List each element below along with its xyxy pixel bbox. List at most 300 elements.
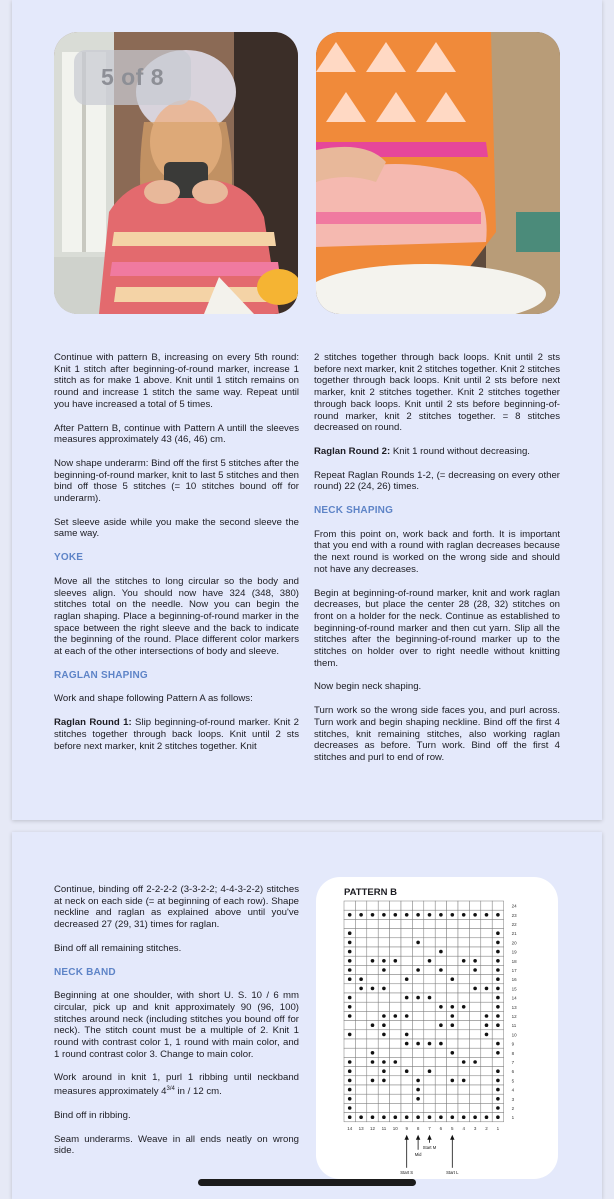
chart-stitch-dot [405, 1069, 409, 1073]
chart-cell [435, 919, 446, 928]
row-number-label: 4 [511, 1087, 515, 1093]
chart-stitch-dot [462, 1079, 466, 1083]
chart-stitch-dot [439, 913, 443, 917]
chart-cell [435, 1094, 446, 1103]
chart-cell [458, 947, 469, 956]
chart-stitch-dot [428, 1042, 432, 1046]
chart-cell [390, 1021, 401, 1030]
chart-cell [390, 993, 401, 1002]
chart-stitch-dot [473, 1115, 477, 1119]
photo-sweater-closeup [316, 32, 560, 314]
chart-cell [424, 1076, 435, 1085]
raglan-round-2-text: Knit 1 round without decreasing. [390, 445, 530, 457]
chart-cell [458, 1094, 469, 1103]
row-number-label: 19 [511, 949, 517, 955]
chart-cell [469, 1039, 480, 1048]
chart-cell [401, 919, 412, 928]
chart-cell [378, 901, 389, 910]
chart-stitch-dot [394, 913, 398, 917]
chart-stitch-dot [496, 1005, 500, 1009]
chart-stitch-dot [428, 959, 432, 963]
chart-stitch-dot [348, 959, 352, 963]
chart-stitch-dot [348, 941, 352, 945]
paragraph: After Pattern B, continue with Pattern A untill the sleeves measures approximately 43 (46, 46) cm. [54, 422, 299, 446]
chart-cell [481, 938, 492, 947]
start-l-marker-label: Start L [446, 1169, 459, 1175]
chart-cell [412, 1021, 423, 1030]
chart-stitch-dot [451, 977, 455, 981]
chart-cell [435, 938, 446, 947]
text-column-left [54, 352, 299, 764]
chart-cell [355, 938, 366, 947]
paragraph: Begin at beginning-of-round marker, knit and work raglan decreases, but place the center 28 (28, 32) stitches on front on a holder for the neck. Continue as established to beginning-of-round marker and then cut yarn. Slip all the stitches after the beginning-of-round marker up to the stitches on holder over to right needle without knitting them. [314, 587, 560, 669]
chart-cell [447, 956, 458, 965]
chart-stitch-dot [348, 1106, 352, 1110]
chart-cell [458, 1011, 469, 1020]
start-s-marker-label: Start S [400, 1169, 414, 1175]
column-number-label: 8 [416, 1125, 420, 1131]
chart-cell [458, 984, 469, 993]
chart-cell [355, 1048, 366, 1057]
chart-stitch-dot [405, 1033, 409, 1037]
chart-cell [481, 975, 492, 984]
chart-cell [378, 929, 389, 938]
chart-stitch-dot [382, 1060, 386, 1064]
chart-stitch-dot [496, 913, 500, 917]
chart-stitch-dot [439, 1115, 443, 1119]
chart-cell [412, 1067, 423, 1076]
chart-cell [378, 1048, 389, 1057]
chart-cell [344, 901, 355, 910]
chart-stitch-dot [348, 1014, 352, 1018]
chart-stitch-dot [371, 1023, 375, 1027]
chart-cell [355, 956, 366, 965]
chart-cell [458, 1021, 469, 1030]
text-column-right [314, 352, 560, 776]
chart-stitch-dot [428, 1115, 432, 1119]
chart-cell [458, 1039, 469, 1048]
column-number-label: 7 [428, 1125, 431, 1131]
chart-stitch-dot [496, 968, 500, 972]
chart-cell [378, 947, 389, 956]
chart-cell [367, 901, 378, 910]
chart-cell [424, 1094, 435, 1103]
chart-cell [390, 919, 401, 928]
chart-cell [355, 1021, 366, 1030]
chart-cell [367, 947, 378, 956]
row-number-label: 13 [511, 1004, 517, 1010]
chart-cell [367, 938, 378, 947]
chart-stitch-dot [416, 913, 420, 917]
chart-stitch-dot [416, 1079, 420, 1083]
chart-cell [424, 901, 435, 910]
paragraph: Turn work so the wrong side faces you, and purl across. Turn work and begin shaping neckline. Bind off the first 4 stitches, knit remaining stitches, also working raglan decreases as before. Turn work. Bind off the first 4 stitches and purl to end of row. [314, 705, 560, 763]
paragraph: Set sleeve aside while you make the second sleeve the same way. [54, 516, 299, 540]
paragraph: 2 stitches together through back loops. Knit until 2 sts before next marker, knit 2 stitches together. Knit 2 stitches together through back loops. Knit until 2 sts before next marker, knit 2 stitches together. Knit 2 stitches together through back loops. Knit until 2 sts before beginning-of-round marker, knit 2 stitches together. = 8 stitches decreased on round. [314, 352, 560, 434]
start-s-marker-arrowhead [405, 1135, 409, 1140]
chart-cell [412, 1030, 423, 1039]
row-number-label: 20 [511, 940, 517, 946]
chart-cell [378, 938, 389, 947]
chart-cell [367, 975, 378, 984]
chart-stitch-dot [405, 977, 409, 981]
chart-stitch-dot [462, 959, 466, 963]
chart-cell [424, 1048, 435, 1057]
row-number-label: 14 [511, 995, 517, 1001]
paragraph: Move all the stitches to long circular so the body and sleeves align. You should now have 324 (348, 380) stitches total on the needle. Now you can begin the raglan shaping. Place a beginning-of-round marker in the space between the right sleeve and the back to indicate the beginning of the round. Place different color markers at each of the other intersections of body and sleeve. [54, 575, 299, 658]
chart-cell [435, 1048, 446, 1057]
chart-stitch-dot [451, 1014, 455, 1018]
chart-cell [435, 901, 446, 910]
row-number-label: 6 [511, 1069, 515, 1075]
chart-cell [401, 901, 412, 910]
chart-cell [424, 919, 435, 928]
chart-cell [390, 965, 401, 974]
chart-stitch-dot [496, 931, 500, 935]
chart-cell [378, 975, 389, 984]
chart-cell [424, 984, 435, 993]
chart-stitch-dot [485, 1014, 489, 1018]
chart-cell [390, 929, 401, 938]
chart-cell [401, 956, 412, 965]
chart-stitch-dot [462, 913, 466, 917]
chart-cell [481, 1103, 492, 1112]
chart-cell [447, 938, 458, 947]
chart-cell [481, 1067, 492, 1076]
chart-stitch-dot [496, 987, 500, 991]
chart-cell [469, 1011, 480, 1020]
chart-cell [401, 938, 412, 947]
pattern-b-grid [316, 877, 558, 1179]
chart-cell [367, 1085, 378, 1094]
chart-cell [447, 1057, 458, 1066]
paragraph: Bind off all remaining stitches. [54, 942, 182, 954]
chart-stitch-dot [473, 968, 477, 972]
chart-stitch-dot [371, 1115, 375, 1119]
chart-cell [355, 947, 366, 956]
chart-stitch-dot [451, 1115, 455, 1119]
section-heading-neck-band: NECK BAND [54, 966, 116, 978]
chart-stitch-dot [496, 1106, 500, 1110]
chart-stitch-dot [348, 950, 352, 954]
chart-cell [424, 1103, 435, 1112]
chart-cell [424, 1030, 435, 1039]
chart-cell [355, 1085, 366, 1094]
chart-cell [447, 1030, 458, 1039]
chart-stitch-dot [382, 1079, 386, 1083]
pattern-b-chart-card [316, 877, 558, 1179]
chart-cell [435, 1057, 446, 1066]
chart-cell [390, 1076, 401, 1085]
column-number-label: 1 [496, 1125, 500, 1131]
chart-cell [458, 1103, 469, 1112]
chart-cell [401, 1021, 412, 1030]
chart-cell [469, 929, 480, 938]
chart-cell [469, 1103, 480, 1112]
chart-stitch-dot [394, 1115, 398, 1119]
chart-cell [424, 975, 435, 984]
section-heading-neck-shaping: NECK SHAPING [314, 505, 394, 517]
chart-cell [412, 901, 423, 910]
chart-cell [355, 929, 366, 938]
chart-cell [469, 1002, 480, 1011]
raglan-round-2-label: Raglan Round 2: [314, 445, 391, 457]
chart-cell [492, 901, 503, 910]
chart-cell [401, 1002, 412, 1011]
row-number-label: 9 [511, 1041, 515, 1047]
column-number-label: 6 [439, 1125, 443, 1131]
chart-cell [412, 947, 423, 956]
row-number-label: 11 [511, 1023, 517, 1029]
mid-marker-arrowhead [416, 1135, 420, 1140]
chart-cell [469, 993, 480, 1002]
chart-stitch-dot [382, 913, 386, 917]
column-number-label: 12 [369, 1125, 376, 1131]
chart-cell [458, 929, 469, 938]
chart-stitch-dot [485, 1033, 489, 1037]
chart-stitch-dot [439, 1042, 443, 1046]
chart-cell [378, 1103, 389, 1112]
chart-cell [412, 919, 423, 928]
chart-cell [390, 901, 401, 910]
chart-cell [435, 993, 446, 1002]
chart-cell [492, 1030, 503, 1039]
chart-stitch-dot [348, 1033, 352, 1037]
chart-cell [390, 938, 401, 947]
chart-cell [481, 901, 492, 910]
row-number-label: 23 [511, 912, 517, 918]
chart-stitch-dot [416, 1042, 420, 1046]
column-number-label: 5 [451, 1125, 454, 1131]
chart-cell [447, 1067, 458, 1076]
chart-cell [424, 938, 435, 947]
chart-stitch-dot [405, 1115, 409, 1119]
column-number-label: 4 [462, 1125, 465, 1131]
chart-cell [412, 1103, 423, 1112]
chart-cell [390, 947, 401, 956]
chart-stitch-dot [371, 913, 375, 917]
chart-stitch-dot [348, 1005, 352, 1009]
home-indicator[interactable] [198, 1179, 416, 1186]
chart-cell [435, 1076, 446, 1085]
photo-sweater-illustration [316, 32, 560, 314]
chart-cell [469, 947, 480, 956]
chart-cell [367, 929, 378, 938]
row-number-label: 21 [511, 931, 517, 937]
chart-stitch-dot [473, 913, 477, 917]
chart-cell [355, 1103, 366, 1112]
chart-cell [458, 1067, 469, 1076]
chart-cell [424, 965, 435, 974]
chart-cell [344, 1039, 355, 1048]
chart-cell [447, 993, 458, 1002]
chart-cell [367, 993, 378, 1002]
chart-stitch-dot [496, 1115, 500, 1119]
row-number-label: 18 [511, 958, 517, 964]
chart-cell [390, 1067, 401, 1076]
chart-stitch-dot [485, 1115, 489, 1119]
row-number-label: 17 [511, 968, 517, 973]
chart-stitch-dot [496, 1051, 500, 1055]
chart-stitch-dot [382, 987, 386, 991]
paragraph: Now shape underarm: Bind off the first 5 stitches after the beginning-of-round marker, knit to last 5 stitches and then bind off those 5 stitches (= 10 stitches bound off for underarm). [54, 457, 299, 505]
chart-title: PATTERN B [344, 887, 397, 898]
chart-cell [355, 1002, 366, 1011]
chart-cell [469, 1021, 480, 1030]
chart-stitch-dot [371, 987, 375, 991]
column-number-label: 2 [485, 1125, 488, 1131]
chart-cell [355, 1039, 366, 1048]
chart-cell [412, 929, 423, 938]
chart-stitch-dot [416, 941, 420, 945]
chart-stitch-dot [416, 996, 420, 1000]
chart-cell [447, 984, 458, 993]
chart-cell [412, 1002, 423, 1011]
chart-cell [458, 993, 469, 1002]
chart-stitch-dot [462, 1115, 466, 1119]
chart-stitch-dot [485, 1023, 489, 1027]
chart-stitch-dot [382, 959, 386, 963]
chart-cell [378, 1039, 389, 1048]
chart-cell [447, 1103, 458, 1112]
chart-cell [435, 1103, 446, 1112]
row-number-label: 22 [511, 922, 517, 927]
chart-stitch-dot [405, 913, 409, 917]
page-two [12, 832, 602, 1199]
chart-stitch-dot [496, 1088, 500, 1092]
chart-cell [447, 901, 458, 910]
chart-cell [469, 1030, 480, 1039]
chart-cell [355, 1030, 366, 1039]
chart-stitch-dot [348, 1088, 352, 1092]
chart-cell [424, 1002, 435, 1011]
chart-cell [355, 1076, 366, 1085]
photo-woman-with-mug [54, 32, 298, 314]
chart-cell [481, 1057, 492, 1066]
chart-stitch-dot [451, 913, 455, 917]
chart-cell [390, 975, 401, 984]
chart-cell [401, 1103, 412, 1112]
chart-stitch-dot [359, 1115, 363, 1119]
chart-cell [447, 947, 458, 956]
chart-cell [481, 1094, 492, 1103]
chart-cell [424, 929, 435, 938]
chart-stitch-dot [496, 941, 500, 945]
chart-cell [469, 901, 480, 910]
chart-cell [435, 956, 446, 965]
chart-cell [401, 1057, 412, 1066]
chart-cell [401, 947, 412, 956]
chart-stitch-dot [405, 1042, 409, 1046]
chart-stitch-dot [496, 959, 500, 963]
chart-stitch-dot [382, 968, 386, 972]
chart-cell [435, 984, 446, 993]
chart-stitch-dot [348, 1060, 352, 1064]
chart-cell [355, 1094, 366, 1103]
paragraph: Continue with pattern B, increasing on every 5th round: Knit 1 stitch after beginning-of-round marker, increase 1 stitch as for make 1 above. Knit until 1 stitch remains on round and increase 1 stitch the same way. Repeat until you have increased a total of 5 times. [54, 352, 299, 410]
chart-cell [401, 984, 412, 993]
chart-stitch-dot [496, 1014, 500, 1018]
chart-cell [481, 993, 492, 1002]
chart-stitch-dot [428, 996, 432, 1000]
chart-stitch-dot [416, 1115, 420, 1119]
chart-stitch-dot [439, 968, 443, 972]
chart-cell [435, 1067, 446, 1076]
chart-cell [390, 1103, 401, 1112]
chart-cell [378, 1085, 389, 1094]
row-number-label: 8 [511, 1050, 515, 1056]
chart-stitch-dot [496, 1079, 500, 1083]
row-number-label: 24 [511, 903, 517, 909]
chart-stitch-dot [348, 968, 352, 972]
chart-cell [401, 929, 412, 938]
chart-cell [469, 1076, 480, 1085]
chart-cell [355, 993, 366, 1002]
chart-stitch-dot [496, 977, 500, 981]
chart-stitch-dot [405, 1014, 409, 1018]
text-column-left [54, 884, 299, 1169]
chart-cell [447, 1094, 458, 1103]
chart-stitch-dot [359, 977, 363, 981]
chart-stitch-dot [348, 1097, 352, 1101]
start-m-marker-label: Start M [422, 1144, 437, 1150]
chart-cell [481, 1039, 492, 1048]
chart-cell [481, 965, 492, 974]
chart-stitch-dot [496, 1023, 500, 1027]
chart-cell [344, 919, 355, 928]
chart-cell [481, 947, 492, 956]
paragraph: From this point on, work back and forth. It is important that you end with a round with raglan decreases because the next round is worked on the wrong side and should not have any decreases. [314, 528, 560, 575]
chart-cell [344, 1021, 355, 1030]
chart-stitch-dot [371, 1079, 375, 1083]
row-number-label: 1 [511, 1115, 515, 1121]
chart-stitch-dot [473, 959, 477, 963]
chart-cell [378, 993, 389, 1002]
chart-stitch-dot [473, 987, 477, 991]
row-number-label: 15 [511, 986, 517, 992]
paragraph: Bind off in ribbing. [54, 1110, 131, 1122]
chart-cell [367, 1030, 378, 1039]
chart-cell [367, 1094, 378, 1103]
chart-cell [435, 1085, 446, 1094]
row-number-label: 12 [511, 1014, 517, 1019]
chart-cell [458, 965, 469, 974]
chart-stitch-dot [348, 913, 352, 917]
paragraph: Seam underarms. Weave in all ends neatly on wrong side. [54, 1133, 299, 1157]
chart-cell [469, 1085, 480, 1094]
chart-cell [378, 1002, 389, 1011]
chart-cell [458, 1085, 469, 1094]
chart-cell [469, 938, 480, 947]
chart-cell [424, 1021, 435, 1030]
chart-cell [344, 1048, 355, 1057]
section-heading-raglan-shaping: RAGLAN SHAPING [54, 669, 148, 681]
chart-stitch-dot [496, 1097, 500, 1101]
chart-stitch-dot [394, 1060, 398, 1064]
chart-cell [412, 984, 423, 993]
chart-cell [435, 1011, 446, 1020]
chart-cell [355, 1067, 366, 1076]
chart-cell [447, 1039, 458, 1048]
row-number-label: 7 [511, 1060, 515, 1065]
chart-cell [469, 1067, 480, 1076]
chart-stitch-dot [394, 959, 398, 963]
chart-stitch-dot [485, 913, 489, 917]
chart-stitch-dot [428, 913, 432, 917]
chart-stitch-dot [348, 1115, 352, 1119]
chart-cell [390, 1002, 401, 1011]
column-number-label: 9 [405, 1125, 408, 1131]
